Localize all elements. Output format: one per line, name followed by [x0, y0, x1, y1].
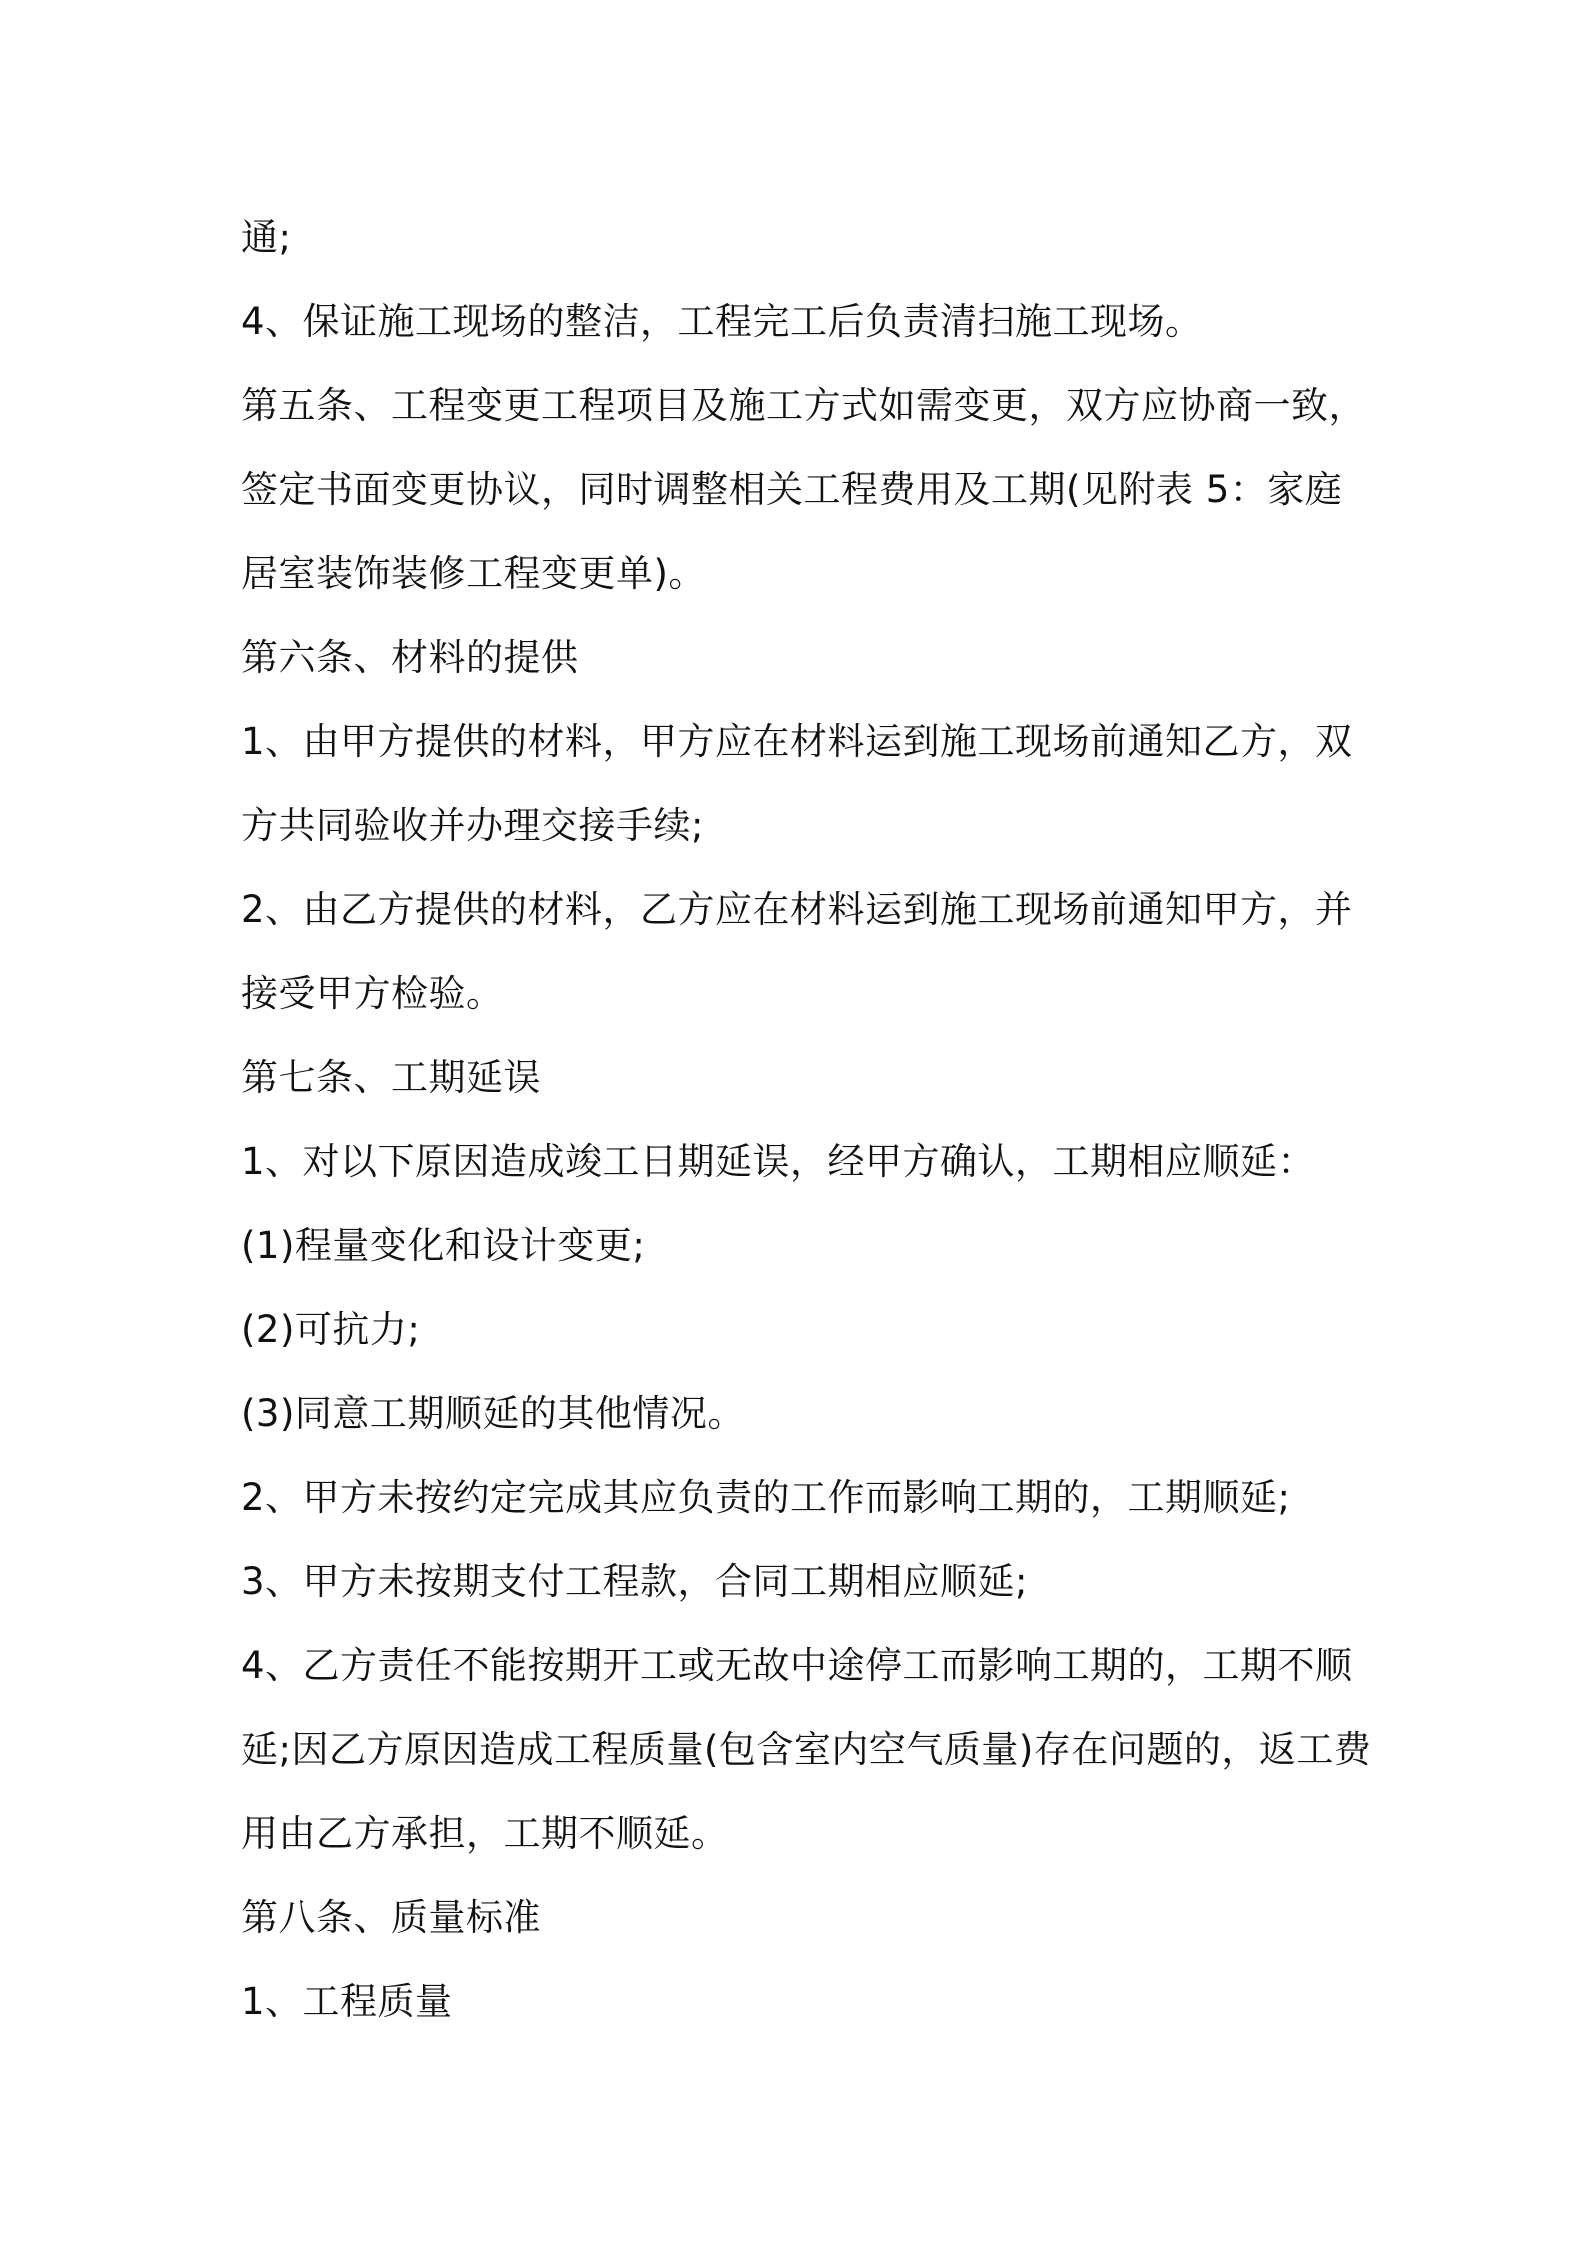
section-heading: [241, 1036, 1361, 1120]
list-item: [241, 1204, 1361, 1288]
paragraph: [241, 700, 1361, 868]
text-line: 用由乙方承担，工期不顺延。: [241, 1812, 729, 1855]
section-heading: [241, 616, 1361, 700]
text-line: 1、对以下原因造成竣工日期延误，经甲方确认，工期相应顺延：: [241, 1140, 1316, 1183]
section-heading: [241, 1876, 1361, 1960]
text-line: 延;因乙方原因造成工程质量(包含室内空气质量)存在问题的，返工费: [241, 1728, 1372, 1771]
paragraph: [241, 1960, 1361, 2044]
text-line: 4、乙方责任不能按期开工或无故中途停工而影响工期的，工期不顺: [241, 1644, 1353, 1687]
paragraph: [241, 280, 1361, 364]
text-line: 第七条、工期延误: [241, 1056, 541, 1099]
text-line: 第八条、质量标准: [241, 1896, 541, 1939]
text-line: (3)同意工期顺延的其他情况。: [241, 1392, 745, 1435]
text-line: 2、甲方未按约定完成其应负责的工作而影响工期的，工期顺延;: [241, 1476, 1291, 1519]
text-line: 方共同验收并办理交接手续;: [241, 804, 704, 847]
text-line: (2)可抗力;: [241, 1308, 421, 1351]
text-line: 接受甲方检验。: [241, 972, 504, 1015]
paragraph: [241, 1624, 1372, 1876]
paragraph: [241, 1540, 1361, 1624]
text-line: 1、工程质量: [241, 1980, 453, 2023]
paragraph: [241, 1120, 1361, 1204]
text-line: 通;: [241, 216, 292, 259]
text-line: 1、由甲方提供的材料，甲方应在材料运到施工现场前通知乙方，双: [241, 720, 1353, 763]
text-line: 居室装饰装修工程变更单)。: [241, 552, 706, 595]
text-line: 第六条、材料的提供: [241, 636, 579, 679]
document-body: [241, 196, 1372, 2044]
paragraph: [241, 364, 1366, 616]
text-line: 2、由乙方提供的材料，乙方应在材料运到施工现场前通知甲方，并: [241, 888, 1353, 931]
list-item: [241, 1372, 1361, 1456]
text-line: 签定书面变更协议，同时调整相关工程费用及工期(见附表 5：家庭: [241, 468, 1343, 511]
paragraph: [241, 196, 1361, 280]
text-line: (1)程量变化和设计变更;: [241, 1224, 646, 1267]
text-line: 4、保证施工现场的整洁，工程完工后负责清扫施工现场。: [241, 300, 1203, 343]
paragraph: [241, 1456, 1361, 1540]
paragraph: [241, 868, 1361, 1036]
text-line: 第五条、工程变更工程项目及施工方式如需变更，双方应协商一致，: [241, 384, 1366, 427]
list-item: [241, 1288, 1361, 1372]
text-line: 3、甲方未按期支付工程款，合同工期相应顺延;: [241, 1560, 1029, 1603]
